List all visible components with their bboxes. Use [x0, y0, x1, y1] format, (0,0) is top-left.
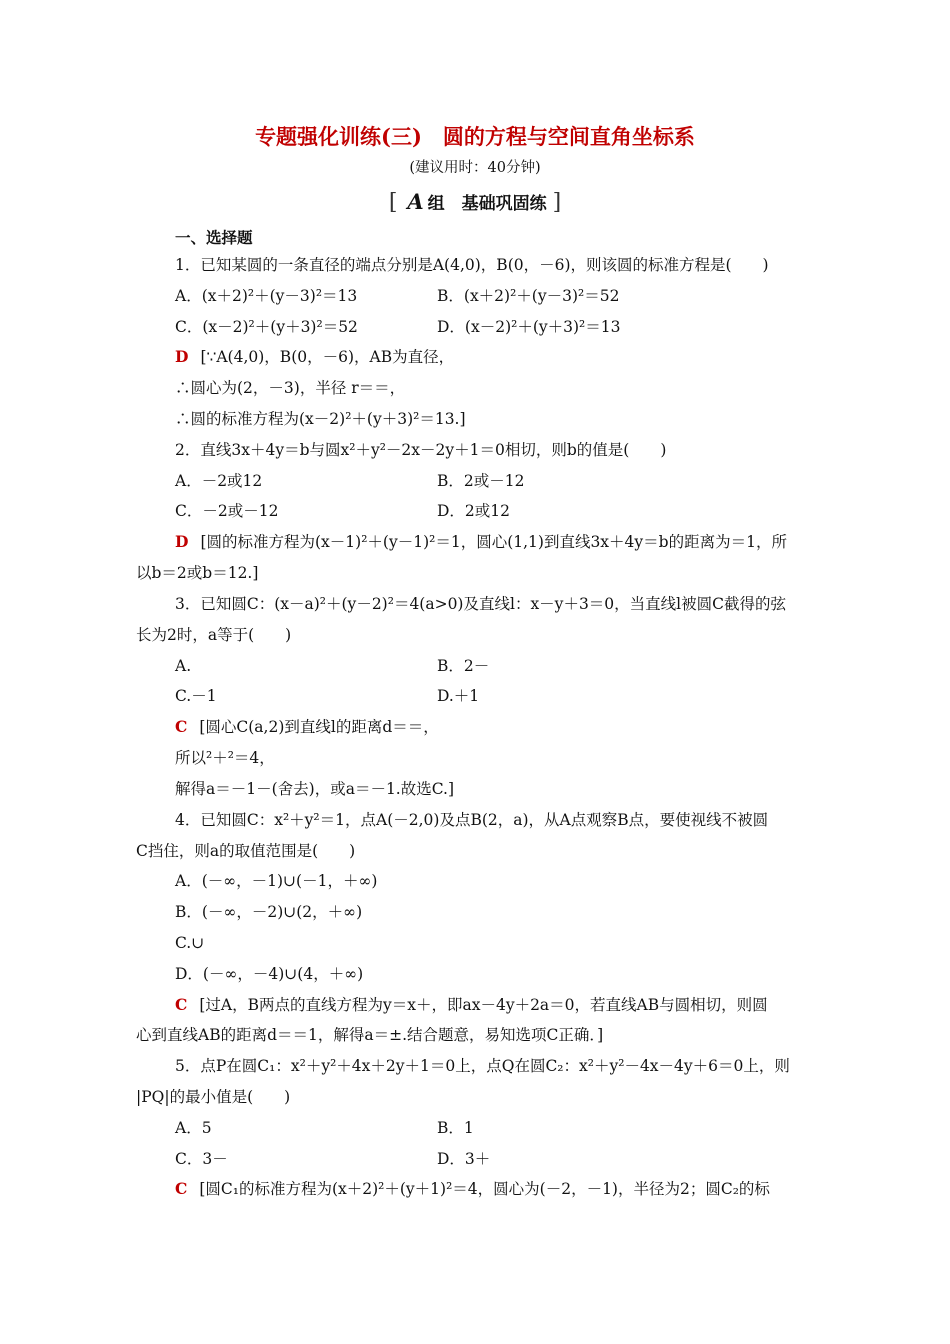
- q1-option-b: B．(x＋2)²＋(y－3)²＝52: [437, 287, 620, 305]
- q1-solution-text: [∵A(4,0)，B(0，－6)，AB为直径，: [200, 348, 455, 366]
- q3-option-b: B．2－: [437, 657, 490, 675]
- group-heading: [0, 190, 950, 216]
- q4-stem-line2: C挡住，则a的取值范围是( ): [136, 842, 356, 860]
- q3-solution-line3: 解得a＝－1－(舍去)，或a＝－1.故选C.]: [175, 780, 455, 798]
- q5-option-c: C．3－: [175, 1150, 228, 1168]
- q2-answer: D: [175, 532, 189, 551]
- q3-option-a: A.: [175, 657, 192, 675]
- q4-solution-line2: 心到直线AB的距离d＝＝1，解得a＝±.结合题意，易知选项C正确．]: [136, 1026, 604, 1044]
- q1-solution-line3: ∴圆的标准方程为(x－2)²＋(y＋3)²＝13.]: [175, 410, 466, 428]
- q2-option-c: C．－2或－12: [175, 502, 279, 520]
- q1-option-c: C．(x－2)²＋(y＋3)²＝52: [175, 318, 358, 336]
- q4-option-d: D．(－∞，－4)∪(4，＋∞): [175, 965, 364, 983]
- q5-option-b: B．1: [437, 1119, 474, 1137]
- q3-answer: C: [175, 717, 188, 736]
- q4-answer: C: [175, 995, 188, 1014]
- q5-answer: C: [175, 1179, 188, 1198]
- q3-solution-line1: [175, 717, 439, 737]
- q3-option-d: D.＋1: [437, 687, 480, 705]
- q5-stem-line2: |PQ|的最小值是( ): [136, 1088, 291, 1106]
- q5-option-a: A．5: [175, 1119, 212, 1137]
- q3-stem-line2: 长为2时，a等于( ): [136, 626, 292, 644]
- q1-solution-line2: ∴圆心为(2，－3)，半径 r＝＝，: [175, 379, 406, 397]
- q4-solution-line1: [175, 995, 768, 1015]
- q3-option-c: C.－1: [175, 687, 217, 705]
- q2-option-d: D．2或12: [437, 502, 511, 520]
- q3-solution-line2: 所以²＋²＝4，: [175, 749, 275, 767]
- group-bracket-right: ]: [552, 190, 562, 215]
- q1-option-d: D．(x－2)²＋(y＋3)²＝13: [437, 318, 621, 336]
- q5-solution-line1: [175, 1179, 770, 1199]
- q2-solution-line2: 以b＝2或b＝12.]: [136, 564, 259, 582]
- q2-option-a: A．－2或12: [175, 472, 263, 490]
- q4-option-c: C.∪: [175, 934, 205, 952]
- q1-option-a: A．(x＋2)²＋(y－3)²＝13: [175, 287, 358, 305]
- q1-answer: D: [175, 347, 189, 366]
- q4-solution-text: [过A，B两点的直线方程为y＝x＋，即ax－4y＋2a＝0，若直线AB与圆相切，则圆: [199, 996, 768, 1014]
- q2-stem: 2．直线3x＋4y＝b与圆x²＋y²－2x－2y＋1＝0相切，则b的值是( ): [175, 441, 667, 459]
- group-bracket-left: [: [388, 190, 398, 215]
- suggested-time: (建议用时：40分钟): [409, 160, 541, 176]
- q2-solution-line1: [175, 532, 787, 552]
- section-heading: 一、选择题: [175, 228, 253, 247]
- q1-stem: 1．已知某圆的一条直径的端点分别是A(4,0)，B(0，－6)，则该圆的标准方程是( ): [175, 256, 769, 274]
- q2-solution-text: [圆的标准方程为(x－1)²＋(y－1)²＝1，圆心(1,1)到直线3x＋4y＝b的距离为＝1，所: [200, 533, 787, 551]
- q4-option-a: A．(－∞，－1)∪(－1，＋∞): [175, 872, 378, 890]
- q3-stem-line1: 3．已知圆C：(x－a)²＋(y－2)²＝4(a>0)及直线l：x－y＋3＝0，当直线l被圆C截得的弦: [175, 595, 786, 613]
- q4-option-b: B．(－∞，－2)∪(2，＋∞): [175, 903, 363, 921]
- q2-option-b: B．2或－12: [437, 472, 525, 490]
- group-letter: A: [407, 189, 424, 214]
- group-label: 组 基础巩固练: [427, 194, 547, 214]
- q4-stem-line1: 4．已知圆C：x²＋y²＝1，点A(－2,0)及点B(2，a)，从A点观察B点，要使视线不被圆: [175, 811, 769, 829]
- q5-solution-text: [圆C₁的标准方程为(x＋2)²＋(y＋1)²＝4，圆心为(－2，－1)，半径为2；圆C₂的标: [199, 1180, 770, 1198]
- document-title: 专题强化训练(三) 圆的方程与空间直角坐标系: [255, 124, 695, 149]
- q3-solution-text: [圆心C(a,2)到直线l的距离d＝＝，: [199, 718, 439, 736]
- q5-option-d: D．3＋: [437, 1150, 491, 1168]
- q1-solution-line1: [175, 347, 454, 367]
- q5-stem-line1: 5．点P在圆C₁：x²＋y²＋4x＋2y＋1＝0上，点Q在圆C₂：x²＋y²－4x－4y＋6＝0上，则: [175, 1057, 790, 1075]
